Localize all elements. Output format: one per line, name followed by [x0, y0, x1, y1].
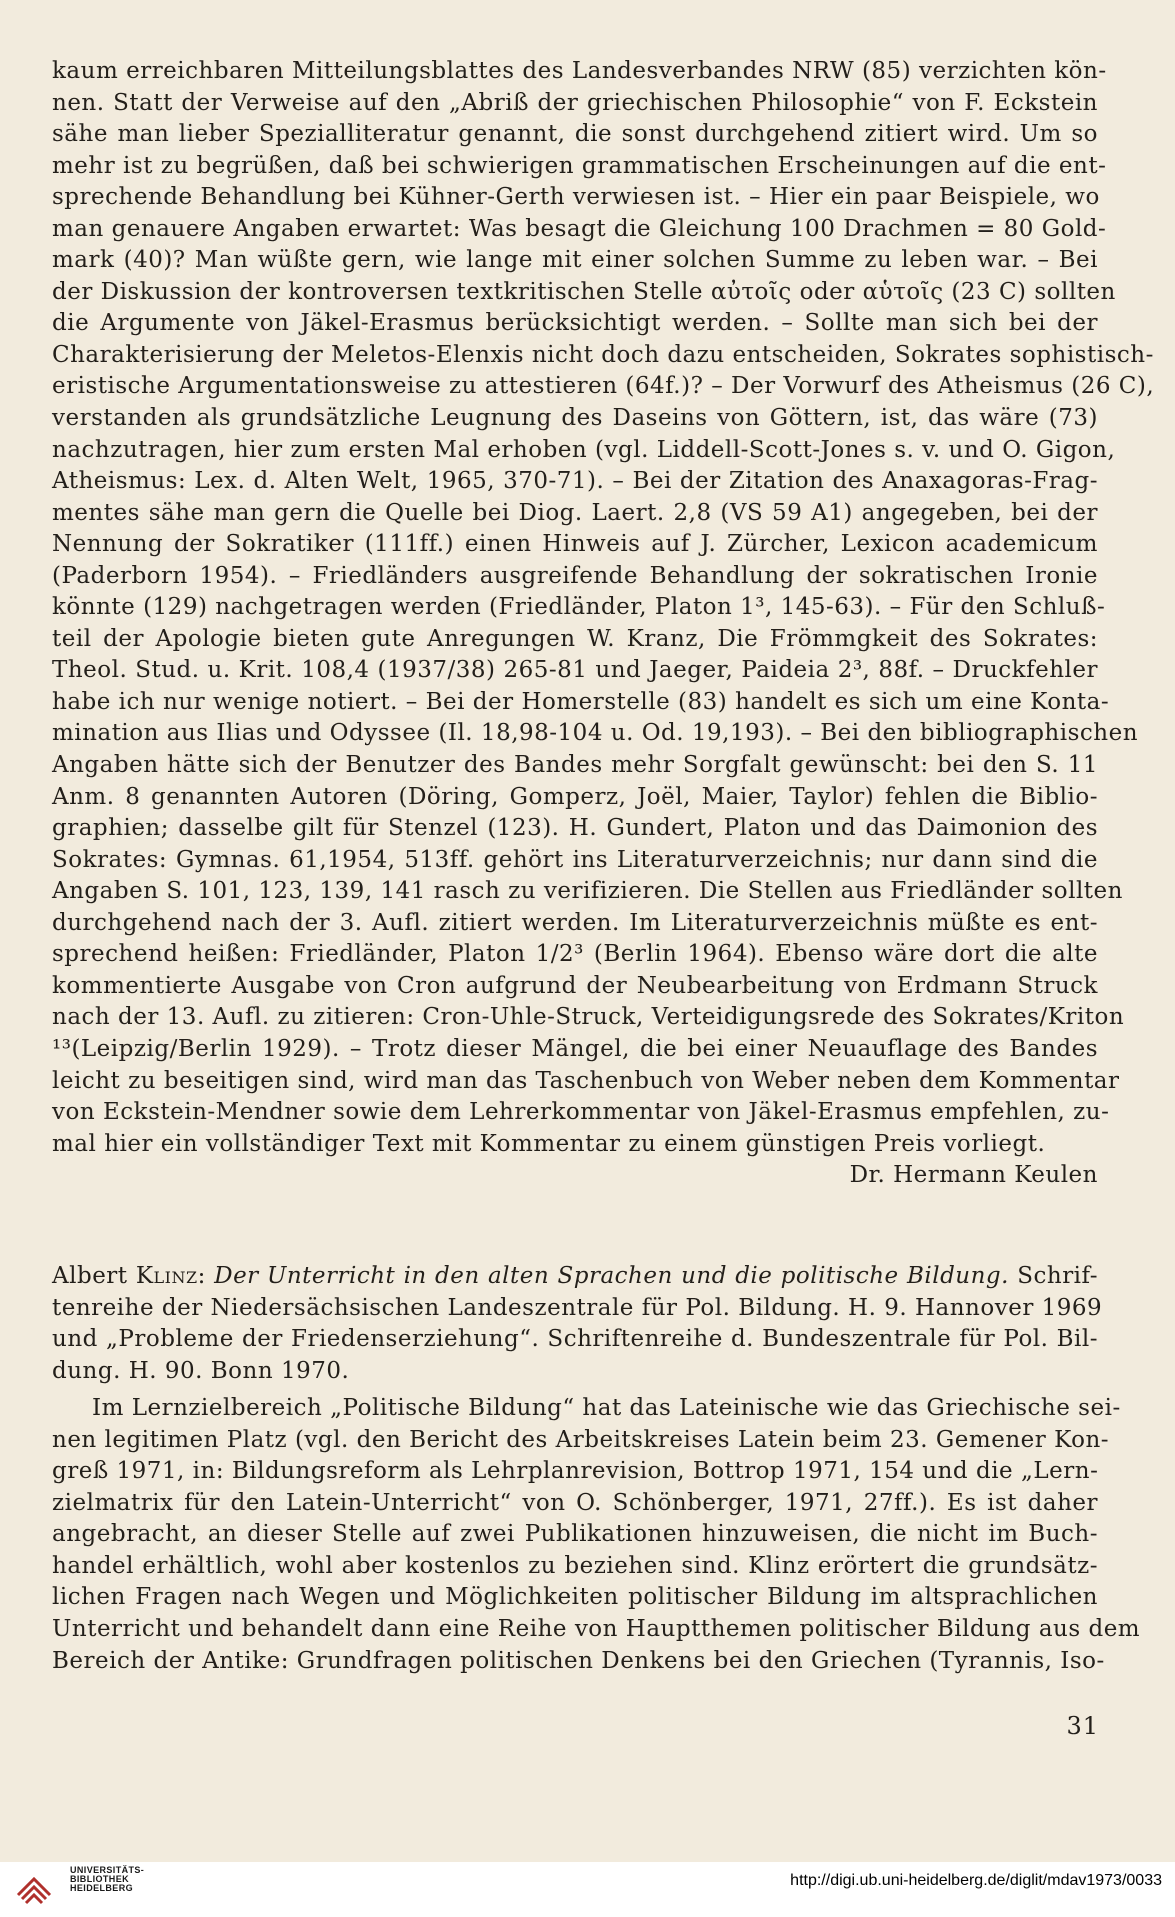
review-header-rest: Schrif- — [1008, 1263, 1099, 1289]
text-line: kaum erreichbaren Mitteilungsblattes des Landesverbandes NRW (85) verzichten kön- — [52, 58, 1107, 84]
review-book-title: Der Unterricht in den alten Sprachen und die politische Bildung. — [214, 1263, 1009, 1289]
text-line: verstanden als grundsätzliche Leugnung des Daseins von Göttern, ist, das wäre (73) — [52, 405, 1098, 432]
text-line: mination aus Ilias und Odyssee (Il. 18,98-104 u. Od. 19,193). – Bei den bibliographischen — [52, 720, 1139, 747]
text-line: greß 1971, in: Bildungsreform als Lehrplanrevision, Bottrop 1971, 154 und die „Lern- — [52, 1458, 1099, 1485]
text-line: Sokrates: Gymnas. 61,1954, 513ff. gehört ins Literaturverzeichnis; nur dann sind die — [52, 846, 1098, 873]
text-line: sähe man lieber Spezialliteratur genannt, die sonst durchgehend zitiert wird. Um so — [52, 121, 1098, 148]
text-line: Bereich der Antike: Grundfragen politischen Denkens bei den Griechen (Tyrannis, Iso- — [52, 1647, 1105, 1674]
text-line: angebracht, an dieser Stelle auf zwei Publikationen hinzuweisen, die nicht im Buch- — [52, 1521, 1098, 1548]
text-line: die Argumente von Jäkel-Erasmus berücksichtigt werden. – Sollte man sich bei der — [52, 310, 1098, 337]
review-author-last: Klinz — [135, 1263, 198, 1289]
text-line: graphien; dasselbe gilt für Stenzel (123). H. Gundert, Platon und das Daimonion des — [52, 815, 1098, 842]
logo-line-1: UNIVERSITÄTS- — [70, 1865, 145, 1875]
text-line: man genauere Angaben erwartet: Was besagt die Gleichung 100 Drachmen = 80 Gold- — [52, 215, 1107, 242]
footer-bar — [0, 1862, 1175, 1895]
library-logo-icon — [8, 1865, 60, 1917]
text-line: ¹³(Leipzig/Berlin 1929). – Trotz dieser Mängel, die bei einer Neuauflage des Bandes — [52, 1035, 1098, 1062]
text-line: lichen Fragen nach Wegen und Möglichkeiten politischer Bildung im altsprachlichen — [52, 1584, 1098, 1611]
review-continuation — [52, 56, 1155, 1192]
text-line: mentes sähe man gern die Quelle bei Diog. Laert. 2,8 (VS 59 A1) angegeben, bei der — [52, 499, 1098, 526]
text-line: kommentierte Ausgabe von Cron aufgrund der Neubearbeitung von Erdmann Struck — [52, 972, 1098, 999]
text-line: eristische Argumentationsweise zu attestieren (64f.)? – Der Vorwurf des Atheismus (26 C), — [52, 373, 1155, 400]
text-line: habe ich nur wenige notiert. – Bei der Homerstelle (83) handelt es sich um eine Konta- — [52, 688, 1110, 715]
text-line: leicht zu beseitigen sind, wird man das Taschenbuch von Weber neben dem Kommentar — [52, 1067, 1120, 1094]
text-line: und „Probleme der Friedenserziehung“. Schriftenreihe d. Bundeszentrale für Pol. Bil- — [52, 1326, 1098, 1353]
text-line: Charakterisierung der Meletos-Elenxis nicht doch dazu entscheiden, Sokrates sophistisch- — [52, 341, 1154, 368]
text-line: mehr ist zu begrüßen, daß bei schwierigen grammatischen Erscheinungen auf die ent- — [52, 152, 1107, 179]
text-line: nach der 13. Aufl. zu zitieren: Cron-Uhle-Struck, Verteidigungsrede des Sokrates/Kriton — [52, 1004, 1125, 1031]
review-author-first: Albert — [52, 1263, 136, 1289]
text-line: nachzutragen, hier zum ersten Mal erhoben (vgl. Liddell-Scott-Jones s. v. und O. Gigon, — [52, 436, 1116, 463]
source-url-link[interactable]: http://digi.ub.uni-heidelberg.de/diglit/mdav1973/0033 — [790, 1872, 1162, 1889]
text-line: nen. Statt der Verweise auf den „Abriß der griechischen Philosophie“ von F. Eckstein — [52, 89, 1098, 116]
logo-line-2: BIBLIOTHEK — [70, 1874, 129, 1884]
text-line: Theol. Stud. u. Krit. 108,4 (1937/38) 265-81 und Jaeger, Paideia 2³, 88f. – Druckfehler — [52, 657, 1098, 684]
text-line: Angaben S. 101, 123, 139, 141 rasch zu verifizieren. Die Stellen aus Friedländer sollten — [52, 878, 1123, 905]
text-line: teil der Apologie bieten gute Anregungen W. Kranz, Die Frömmgkeit des Sokrates: — [52, 625, 1098, 652]
text-line: sprechende Behandlung bei Kühner-Gerth verwiesen ist. – Hier ein paar Beispiele, wo — [52, 184, 1100, 211]
review-klinz — [52, 1261, 1141, 1677]
text-line: der Diskussion der kontroversen textkritischen Stelle αὐτοῖς oder αὑτοῖς (23 C) sollten — [52, 278, 1116, 305]
text-line: (Paderborn 1954). – Friedländers ausgreifende Behandlung der sokratischen Ironie — [52, 562, 1098, 589]
reviewer-signature: Dr. Hermann Keulen — [849, 1162, 1098, 1189]
text-line: von Eckstein-Mendner sowie dem Lehrerkommentar von Jäkel-Erasmus empfehlen, zu- — [52, 1099, 1110, 1126]
review-header-line — [52, 1261, 1098, 1293]
text-line: nen legitimen Platz (vgl. den Bericht des Arbeitskreises Latein beim 23. Gemener Kon- — [52, 1426, 1110, 1453]
text-line: handel erhältlich, wohl aber kostenlos zu beziehen sind. Klinz erörtert die grundsätz- — [52, 1552, 1098, 1579]
text-line: Im Lernzielbereich „Politische Bildung“ hat das Lateinische wie das Griechische sei- — [92, 1395, 1121, 1422]
logo-line-3: HEIDELBERG — [70, 1883, 134, 1893]
text-line: Angaben hätte sich der Benutzer des Bandes mehr Sorgfalt gewünscht: bei den S. 11 — [52, 752, 1098, 779]
text-line: Unterricht und behandelt dann eine Reihe von Hauptthemen politischer Bildung aus dem — [52, 1616, 1141, 1643]
text-line: zielmatrix für den Latein-Unterricht“ von O. Schönberger, 1971, 27ff.). Es ist daher — [52, 1489, 1098, 1516]
text-line: mark (40)? Man wüßte gern, wie lange mit einer solchen Summe zu leben war. – Bei — [52, 247, 1098, 274]
review-title-colon: : — [197, 1263, 215, 1289]
text-line: Anm. 8 genannten Autoren (Döring, Gomperz, Joël, Maier, Taylor) fehlen die Biblio- — [52, 783, 1098, 810]
text-line: tenreihe der Niedersächsischen Landeszentrale für Pol. Bildung. H. 9. Hannover 1969 — [52, 1294, 1103, 1321]
text-line: sprechend heißen: Friedländer, Platon 1/2³ (Berlin 1964). Ebenso wäre dort die alte — [52, 941, 1098, 968]
text-line: durchgehend nach der 3. Aufl. zitiert werden. Im Literaturverzeichnis müßte es ent- — [52, 909, 1098, 936]
text-line: könnte (129) nachgetragen werden (Friedländer, Platon 1³, 145-63). – Für den Schluß- — [52, 594, 1106, 621]
text-line: mal hier ein vollständiger Text mit Kommentar zu einem günstigen Preis vorliegt. — [52, 1130, 1046, 1157]
text-line: Nennung der Sokratiker (111ff.) einen Hinweis auf J. Zürcher, Lexicon academicum — [52, 531, 1098, 558]
library-logo-text — [70, 1866, 144, 1893]
text-line: dung. H. 90. Bonn 1970. — [52, 1357, 350, 1384]
text-line: Atheismus: Lex. d. Alten Welt, 1965, 370-71). – Bei der Zitation des Anaxagoras-Frag- — [52, 468, 1098, 495]
page-number: 31 — [1066, 1712, 1099, 1740]
